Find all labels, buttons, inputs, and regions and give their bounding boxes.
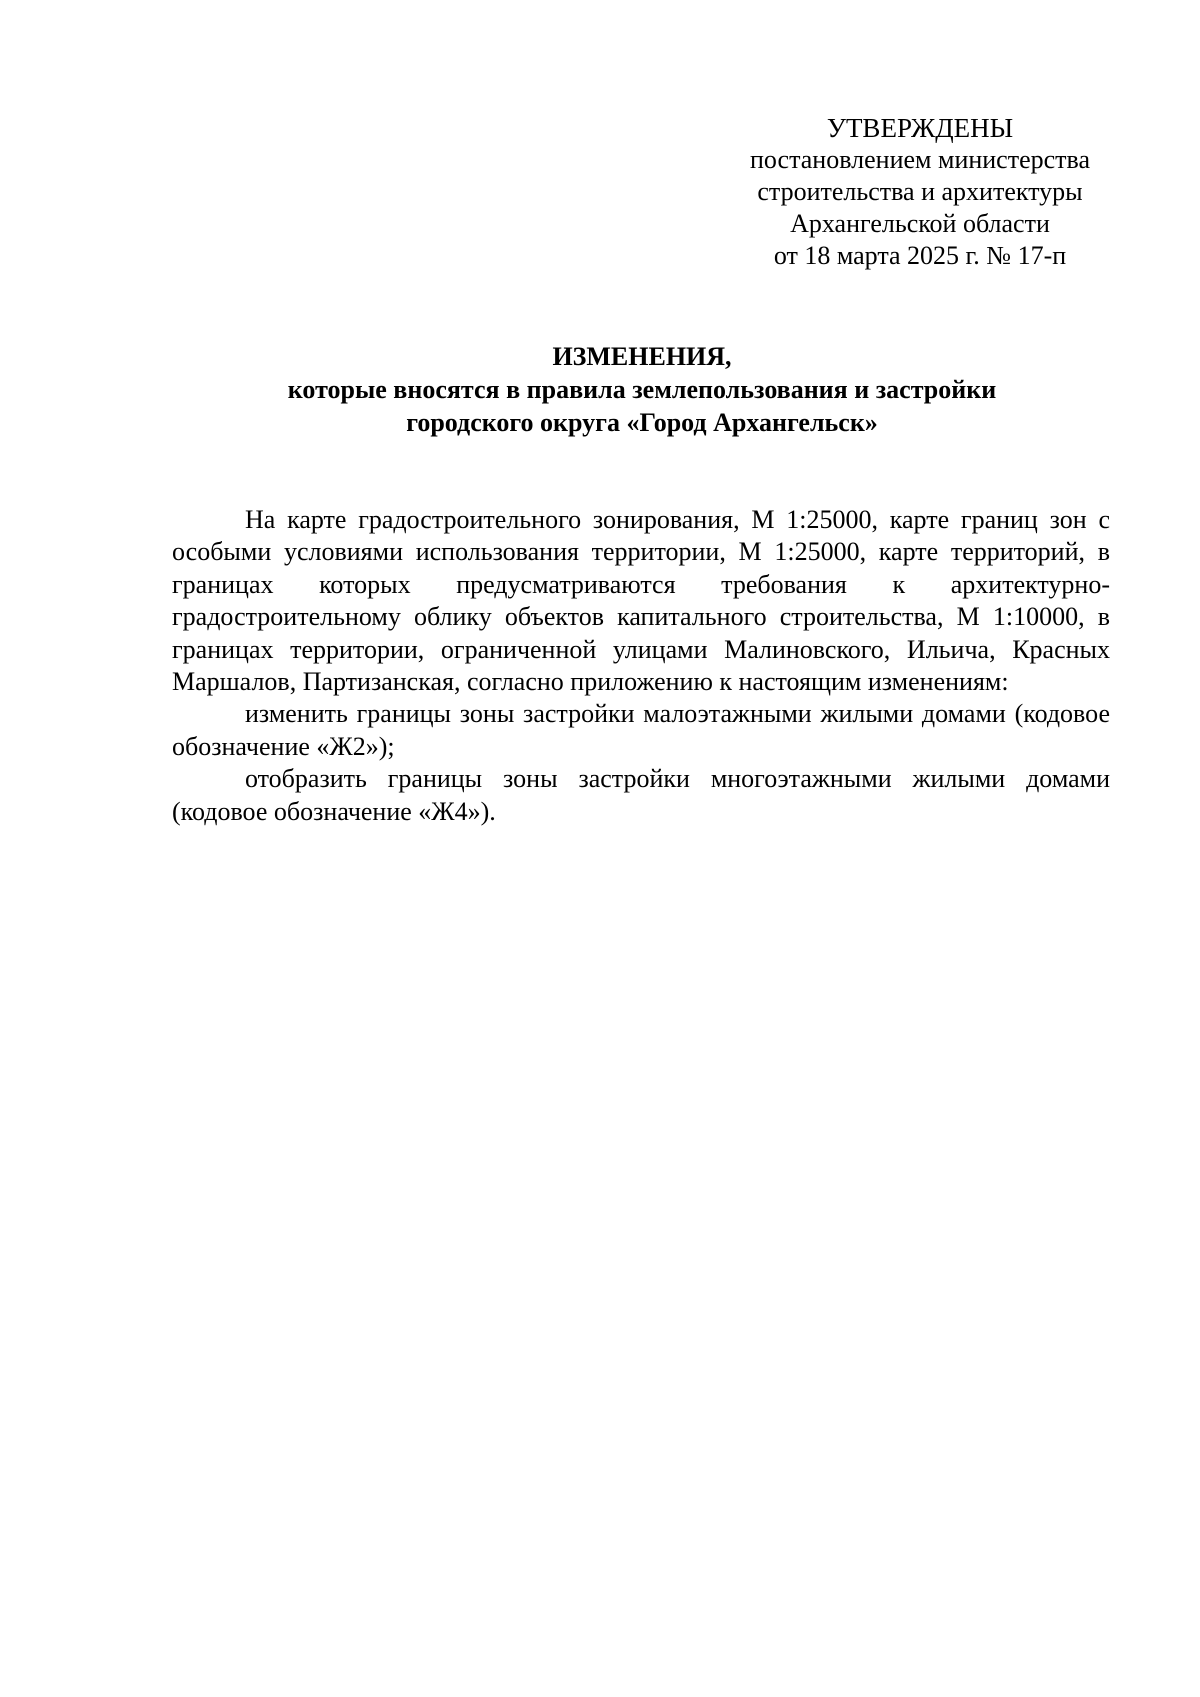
- approval-heading: УТВЕРЖДЕНЫ: [826, 113, 1014, 143]
- approval-line-2: строительства и архитектуры: [757, 177, 1083, 206]
- document-body: [172, 504, 1110, 828]
- change-item-2: отобразить границы зоны застройки многоэтажными жилыми домами (кодовое обозначение «Ж4»).: [172, 764, 1110, 826]
- approval-stamp: [720, 112, 1120, 272]
- title-subtitle-1: которые вносятся в правила землепользования и застройки: [287, 375, 997, 404]
- document-title: [172, 340, 1112, 439]
- title-subtitle-2: городского округа «Город Архангельск»: [406, 408, 878, 437]
- approval-line-1: постановлением министерства: [749, 145, 1091, 174]
- change-item-1: изменить границы зоны застройки малоэтажными жилыми домами (кодовое обозначение «Ж2»);: [172, 699, 1110, 761]
- approval-line-3: Архангельской области: [790, 209, 1050, 238]
- title-heading: ИЗМЕНЕНИЯ,: [552, 342, 732, 371]
- approval-date-number: от 18 марта 2025 г. № 17-п: [773, 241, 1067, 270]
- body-paragraph: На карте градостроительного зонирования, М 1:25000, карте границ зон с особыми условиями использования территории, М 1:25000, карте территорий, в границах которых предусматриваются требования к архитектурно-градостроительному облику объектов капитального строительства, М 1:10000, в границах территории, ограниченной улицами Малиновского, Ильича, Красных Маршалов, Партизанская, согласно приложению к настоящим изменениям:: [172, 505, 1110, 697]
